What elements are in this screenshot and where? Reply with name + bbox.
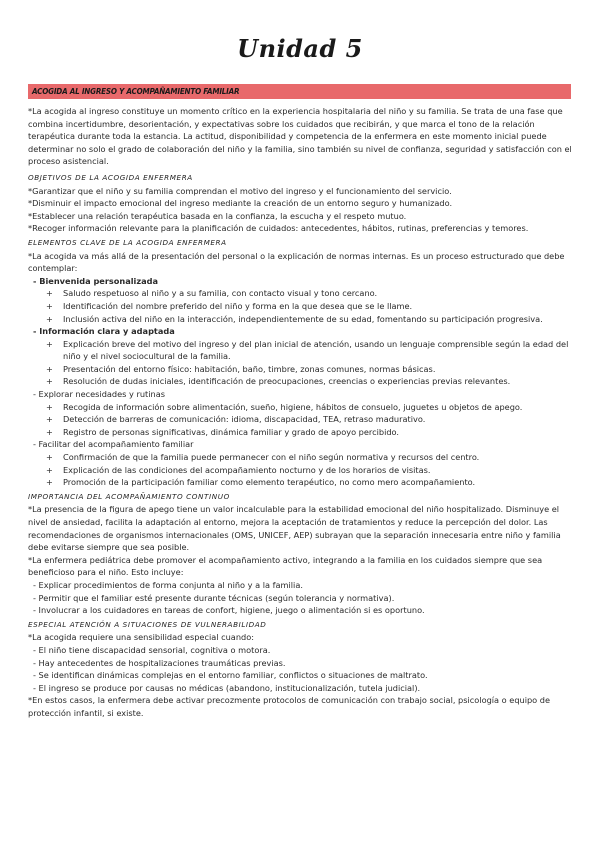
especial-heading: ESPECIAL ATENCIÓN A SITUACIONES DE VULNERABILIDAD <box>28 619 267 629</box>
list-item: + Saludo respetuoso al niño y a su familia, con contacto visual y tono cercano. <box>28 287 573 300</box>
page-title: Unidad 5 <box>237 34 363 63</box>
list-item: + Promoción de la participación familiar como elemento terapéutico, no como mero acompañamiento. <box>28 476 573 489</box>
objetivo-item: *Garantizar que el niño y su familia comprendan el motivo del ingreso y el funcionamiento del servicio. <box>28 185 452 196</box>
importancia-paragraph: *La enfermera pediátrica debe promover el acompañamiento activo, integrando a la familia en los cuidados siempre que sea beneficioso para el niño. Esto incluye: <box>28 554 543 578</box>
section-banner: ACOGIDA AL INGRESO Y ACOMPAÑAMIENTO FAMILIAR <box>28 84 571 99</box>
list-item: + Presentación del entorno físico: habitación, baño, timbre, zonas comunes, normas básicas. <box>28 363 573 376</box>
especial-intro: *La acogida requiere una sensibilidad especial cuando: <box>28 632 254 643</box>
objetivos-heading: OBJETIVOS DE LA ACOGIDA ENFERMERA <box>28 172 193 182</box>
list-item: - El niño tiene discapacidad sensorial, cognitiva o motora. <box>33 644 271 655</box>
intro-paragraph: *La acogida al ingreso constituye un momento crítico en la experiencia hospitalaria del niño y su familia. Se trata de una fase que combina incertidumbre, desorientación, y expectativas sobre los cuidados que recibirán, y que marca el tono de la relación terapéutica durante toda la estancia. La actitud, disponibilidad y competencia de la enfermera en este momento inicial puede determinar no solo el grado de colaboración del niño y la familia, sino también su nivel de confianza, seguridad y satisfacción con el proceso asistencial. <box>28 106 572 167</box>
list-item: + Confirmación de que la familia puede permanecer con el niño según normativa y recursos del centro. <box>28 451 573 464</box>
list-item: + Explicación breve del motivo del ingreso y del plan inicial de atención, usando un lenguaje comprensible según la edad del niño y el nivel sociocultural de la familia. <box>28 338 573 363</box>
list-item: + Inclusión activa del niño en la interacción, independientemente de su edad, fomentando su participación progresiva. <box>28 313 573 326</box>
list-item: - Involucrar a los cuidadores en tareas de confort, higiene, juego o alimentación si es oportuno. <box>33 605 425 616</box>
objetivo-item: *Recoger información relevante para la planificación de cuidados: antecedentes, hábitos, rutinas, preferencias y temores. <box>28 223 529 234</box>
group-label: - Facilitar del acompañamiento familiar <box>33 439 194 450</box>
list-item: - Explicar procedimientos de forma conjunta al niño y a la familia. <box>33 579 303 590</box>
list-item: + Recogida de información sobre alimentación, sueño, higiene, hábitos de consuelo, juguetes u objetos de apego. <box>28 401 573 414</box>
document-body <box>28 105 573 720</box>
list-item: + Registro de personas significativas, dinámica familiar y grado de apoyo percibido. <box>28 426 573 439</box>
importancia-heading: IMPORTANCIA DEL ACOMPAÑAMIENTO CONTINUO <box>28 491 230 501</box>
group-label: - Bienvenida personalizada <box>33 275 159 286</box>
list-item: + Detección de barreras de comunicación: idioma, discapacidad, TEA, retraso madurativo. <box>28 413 573 426</box>
importancia-paragraph: *La presencia de la figura de apego tiene un valor incalculable para la estabilidad emocional del niño hospitalizado. Disminuye el nivel de ansiedad, facilita la adaptación al entorno, mejora la aceptación de tratamientos y reduce la percepción del dolor. Las recomendaciones de organismos internacionales (OMS, UNICEF, AEP) subrayan que la separación innecesaria entre niño y familia debe evitarse siempre que sea posible. <box>28 504 561 553</box>
especial-closing: *En estos casos, la enfermera debe activar precozmente protocolos de comunicación con trabajo social, psicología o equipo de protección infantil, si existe. <box>28 695 551 718</box>
list-item: - Permitir que el familiar esté presente durante técnicas (según tolerancia y normativa). <box>33 592 395 603</box>
list-item: - Se identifican dinámicas complejas en el entorno familiar, conflictos o situaciones de maltrato. <box>33 670 428 681</box>
list-item: + Explicación de las condiciones del acompañamiento nocturno y de los horarios de visitas. <box>28 464 573 477</box>
group-label: - Explorar necesidades y rutinas <box>33 389 165 400</box>
list-item: - Hay antecedentes de hospitalizaciones traumáticas previas. <box>33 657 286 668</box>
list-item: + Resolución de dudas iniciales, identificación de preocupaciones, creencias o experiencias previas relevantes. <box>28 375 573 388</box>
objetivo-item: *Establecer una relación terapéutica basada en la confianza, la escucha y el respeto mutuo. <box>28 210 407 221</box>
elementos-heading: ELEMENTOS CLAVE DE LA ACOGIDA ENFERMERA <box>28 237 227 247</box>
list-item: - El ingreso se produce por causas no médicas (abandono, institucionalización, tutela judicial). <box>33 682 421 693</box>
elementos-intro: *La acogida va más allá de la presentación del personal o la explicación de normas internas. Es un proceso estructurado que debe contemplar: <box>28 250 565 274</box>
list-item: + Identificación del nombre preferido del niño y forma en la que desea que se le llame. <box>28 300 573 313</box>
objetivo-item: *Disminuir el impacto emocional del ingreso mediante la creación de un entorno seguro y humanizado. <box>28 198 453 209</box>
group-label: - Información clara y adaptada <box>33 326 175 337</box>
